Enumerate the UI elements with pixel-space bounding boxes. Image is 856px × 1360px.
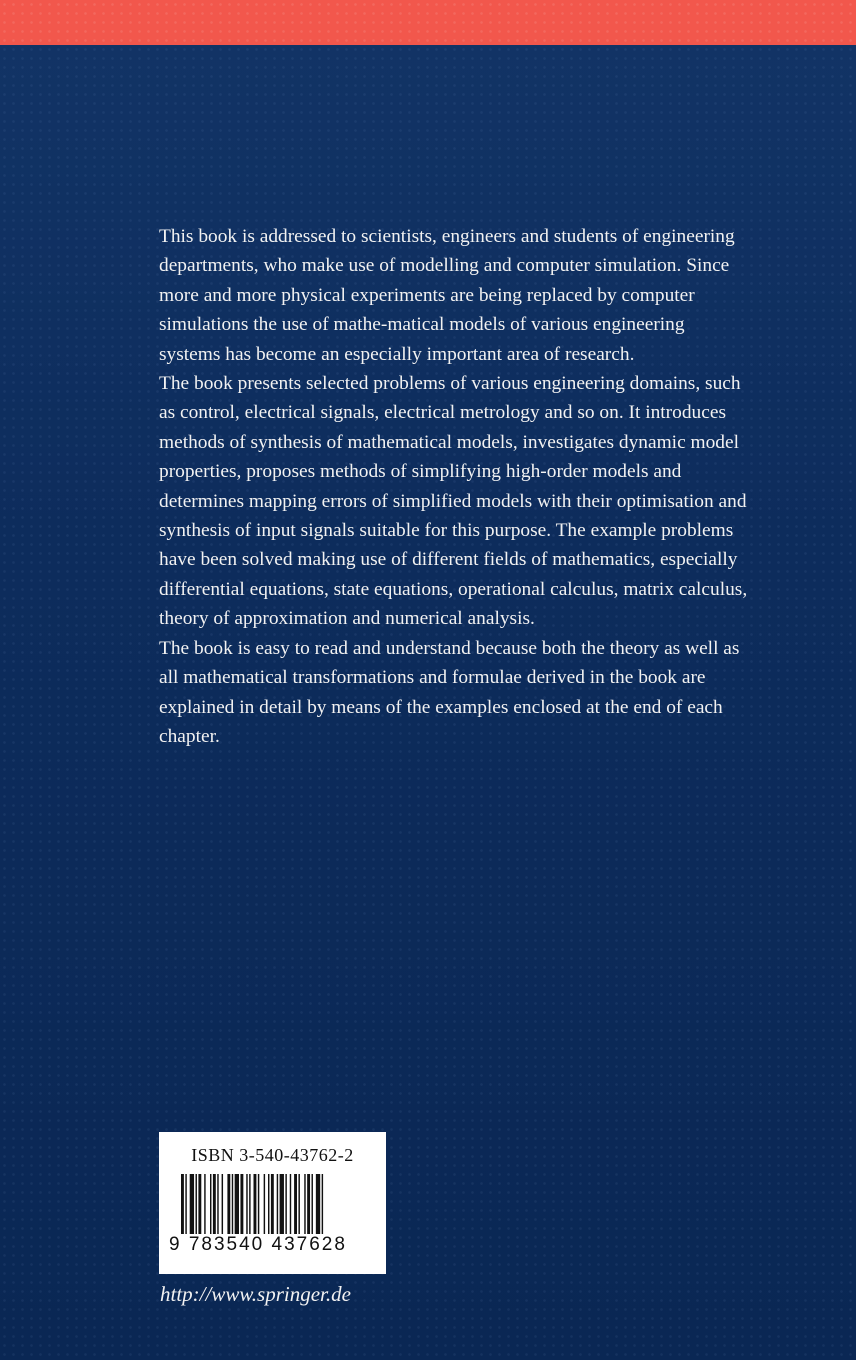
- blurb-paragraph-1: This book is addressed to scientists, engineers and students of engineering departments, who make use of modelling and computer simulation. Since more and more physical experiments are being replaced by computer simulations the use of mathe-matical models of various engineering systems has become an especially important area of research.: [159, 226, 735, 365]
- isbn-barcode-box: [159, 1132, 386, 1274]
- blurb-paragraph-3: The book is easy to read and understand because both the theory as well as all mathematical transformations and formulae derived in the book are explained in detail by means of the examples enclosed at the end of each chapter.: [159, 637, 740, 747]
- blurb-text: [159, 222, 749, 751]
- top-accent-band: [0, 0, 856, 45]
- publisher-url[interactable]: http://www.springer.de: [160, 1282, 351, 1306]
- isbn-label: ISBN 3-540-43762-2: [191, 1145, 354, 1165]
- barcode-digits: 9 783540 437628: [169, 1234, 347, 1255]
- blurb-paragraph-2: The book presents selected problems of various engineering domains, such as control, electrical signals, electrical metrology and so on. It introduces methods of synthesis of mathematical models, investigates dynamic model properties, proposes methods of simplifying high-order models and determines mapping errors of simplified models with their optimisation and synthesis of input signals suitable for this purpose. The example problems have been solved making use of different fields of mathematics, especially differential equations, state equations, operational calculus, matrix calculus, theory of approximation and numerical analysis.: [159, 373, 748, 630]
